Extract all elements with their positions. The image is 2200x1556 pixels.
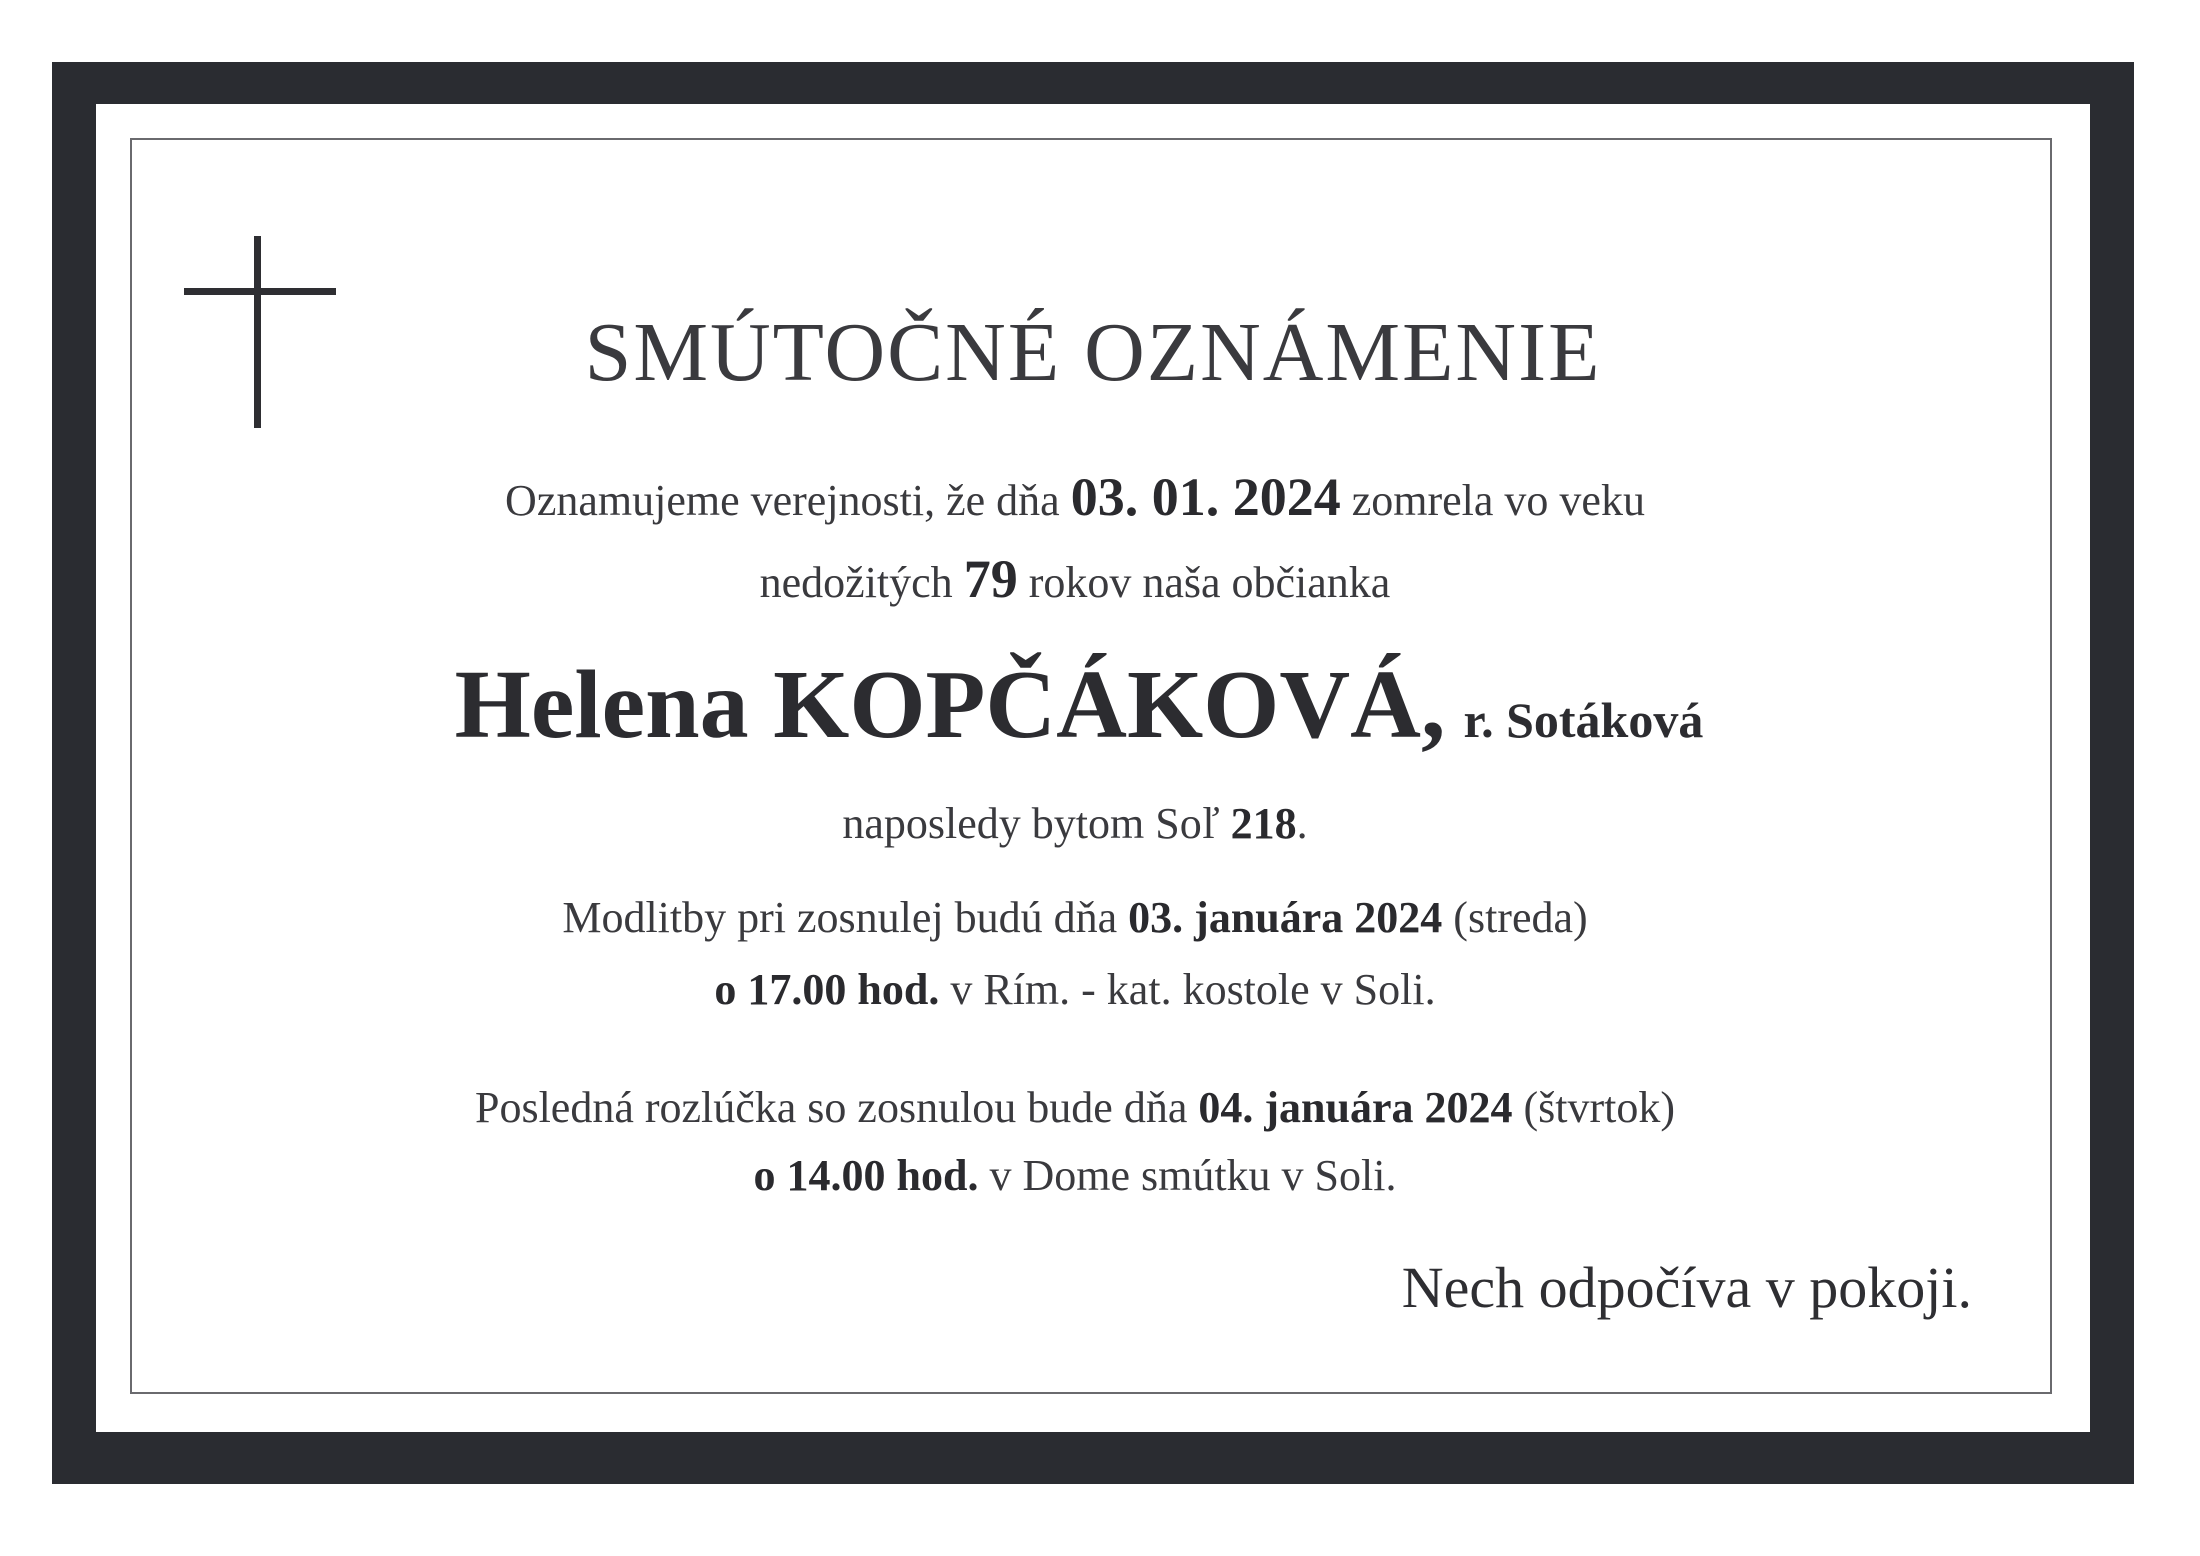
residence-period: . (1296, 799, 1308, 848)
age-prefix: nedožitých (759, 558, 953, 607)
age-value: 79 (963, 549, 1018, 609)
announcement-died: zomrela vo veku (1351, 476, 1645, 525)
announcement-line-2 (78, 548, 2072, 610)
residence-line (78, 798, 2072, 849)
black-mourning-frame (52, 62, 2134, 1484)
residence-prefix: naposledy bytom Soľ (842, 799, 1220, 848)
deceased-name: Helena KOPČÁKOVÁ, (454, 651, 1446, 759)
prayers-line-1 (78, 892, 2072, 943)
prayers-day: (streda) (1453, 893, 1588, 942)
farewell-line-2 (78, 1150, 2072, 1201)
announcement-line-1 (78, 466, 2072, 528)
date-of-death: 03. 01. 2024 (1070, 467, 1341, 527)
prayers-prefix: Modlitby pri zosnulej budú dňa (562, 893, 1118, 942)
farewell-day: (štvrtok) (1523, 1083, 1676, 1132)
notice-title: SMÚTOČNÉ OZNÁMENIE (584, 306, 1602, 399)
farewell-prefix: Posledná rozlúčka so zosnulou bude dňa (474, 1083, 1188, 1132)
prayers-line-2 (78, 964, 2072, 1015)
announcement-intro: Oznamujeme verejnosti, že dňa (505, 476, 1060, 525)
prayers-time: o 17.00 hod. (714, 965, 940, 1014)
maiden-name: r. Sotáková (1463, 692, 1704, 748)
farewell-time: o 14.00 hod. (753, 1151, 979, 1200)
deceased-name-line (82, 649, 2076, 761)
farewell-date: 04. januára 2024 (1198, 1083, 1513, 1132)
farewell-line-1 (78, 1082, 2072, 1133)
farewell-place: v Dome smútku v Soli. (989, 1151, 1397, 1200)
notice-paper (96, 104, 2090, 1432)
prayers-date: 03. januára 2024 (1128, 893, 1443, 942)
cross-horizontal-bar (184, 288, 336, 295)
prayers-place: v Rím. - kat. kostole v Soli. (950, 965, 1436, 1014)
residence-number: 218 (1230, 799, 1297, 848)
closing-phrase: Nech odpočíva v pokoji. (1401, 1255, 1972, 1320)
age-suffix: rokov naša občianka (1028, 558, 1391, 607)
